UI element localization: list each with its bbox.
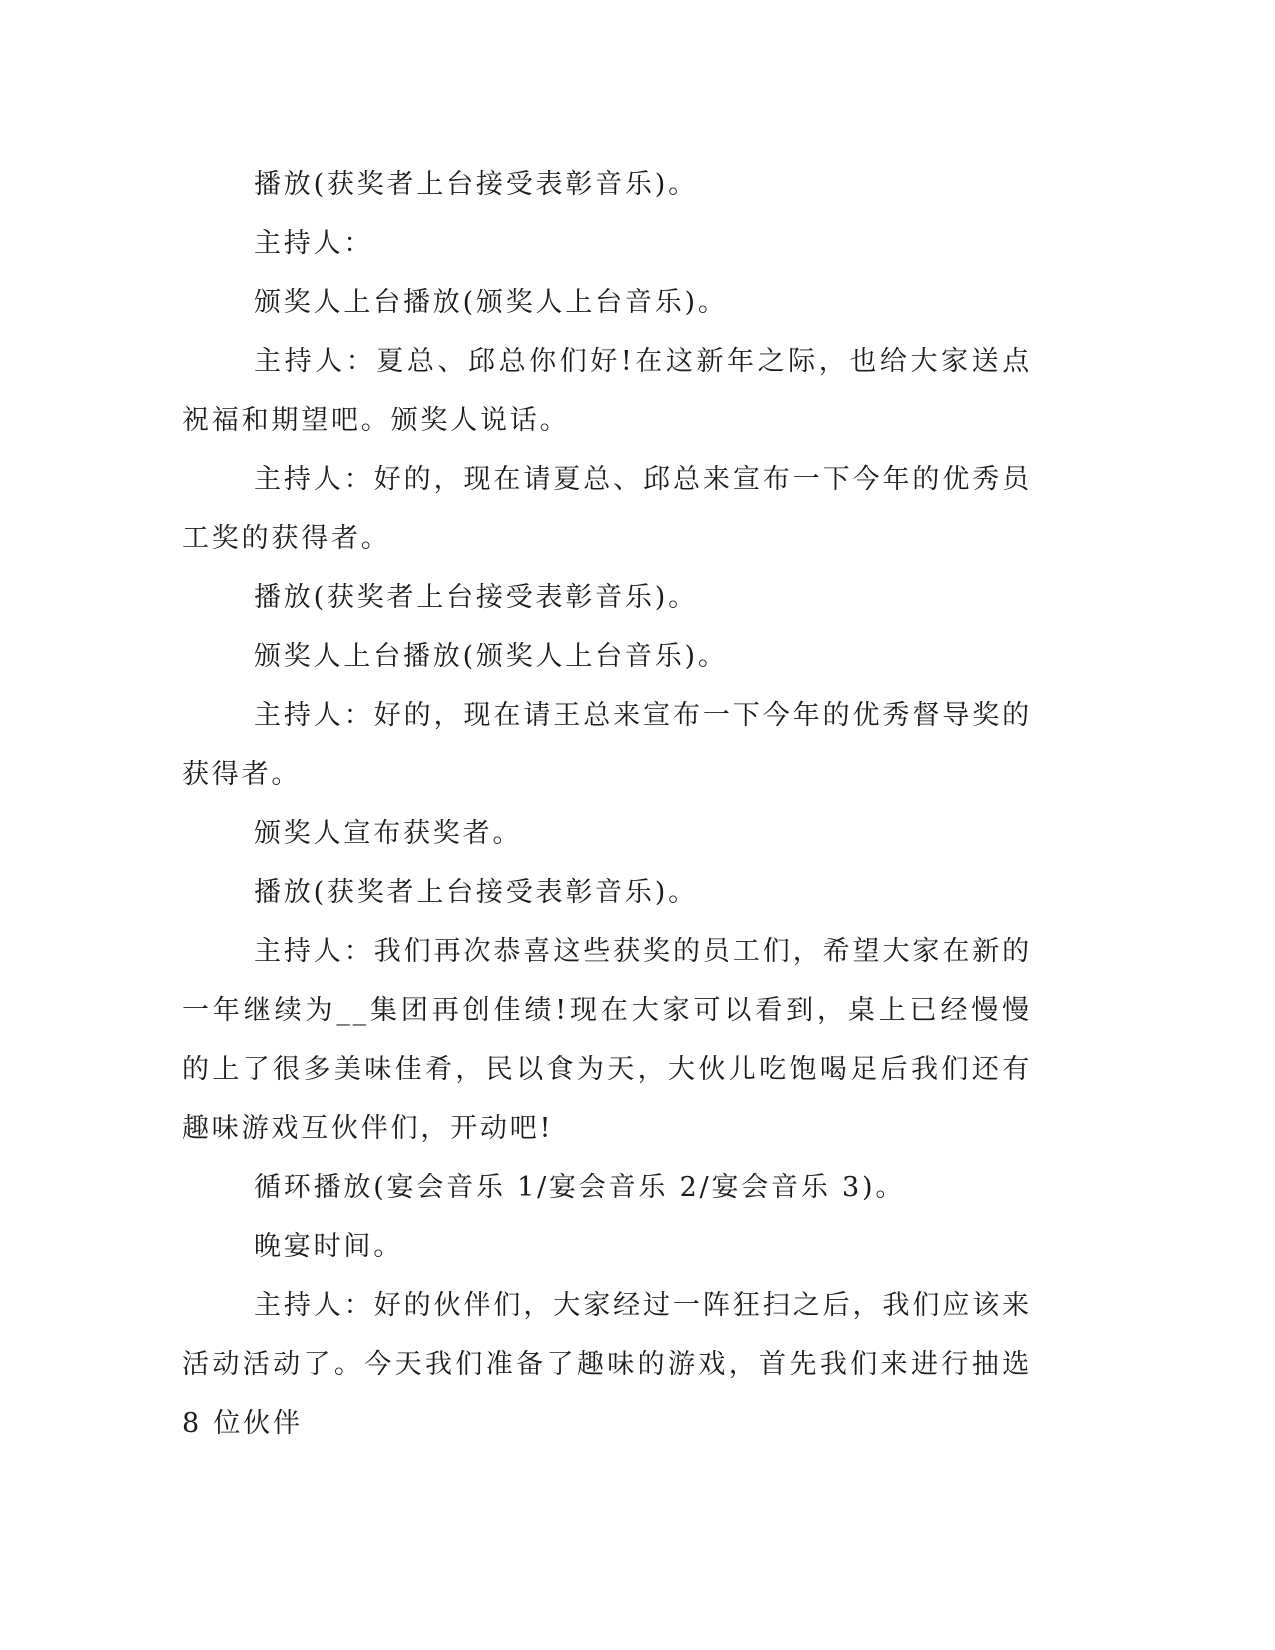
document-body xyxy=(182,155,1032,1453)
paragraph-9: 颁奖人宣布获奖者。 xyxy=(254,818,523,849)
paragraph-13: 晚宴时间。 xyxy=(254,1231,403,1262)
paragraph-8: 主持人：好的，现在请王总来宣布一下今年的优秀督导奖的获得者。 xyxy=(182,700,1032,790)
paragraph-6: 播放(获奖者上台接受表彰音乐)。 xyxy=(254,582,698,613)
paragraph-10: 播放(获奖者上台接受表彰音乐)。 xyxy=(254,877,698,908)
paragraph-1: 播放(获奖者上台接受表彰音乐)。 xyxy=(254,169,698,200)
paragraph-4: 主持人：夏总、邱总你们好!在这新年之际，也给大家送点祝福和期望吧。颁奖人说话。 xyxy=(182,346,1032,436)
paragraph-12: 循环播放(宴会音乐 1/宴会音乐 2/宴会音乐 3)。 xyxy=(254,1172,906,1203)
paragraph-7: 颁奖人上台播放(颁奖人上台音乐)。 xyxy=(254,641,728,672)
paragraph-5: 主持人：好的，现在请夏总、邱总来宣布一下今年的优秀员工奖的获得者。 xyxy=(182,464,1032,554)
paragraph-3: 颁奖人上台播放(颁奖人上台音乐)。 xyxy=(254,287,728,318)
paragraph-14: 主持人：好的伙伴们，大家经过一阵狂扫之后，我们应该来活动活动了。今天我们准备了趣味的游戏，首先我们来进行抽选 8 位伙伴 xyxy=(182,1290,1032,1439)
paragraph-2: 主持人： xyxy=(254,228,374,259)
paragraph-11: 主持人：我们再次恭喜这些获奖的员工们，希望大家在新的一年继续为__集团再创佳绩!现在大家可以看到，桌上已经慢慢的上了很多美味佳肴，民以食为天，大伙儿吃饱喝足后我们还有趣味游戏互伙伴们，开动吧! xyxy=(182,936,1032,1144)
